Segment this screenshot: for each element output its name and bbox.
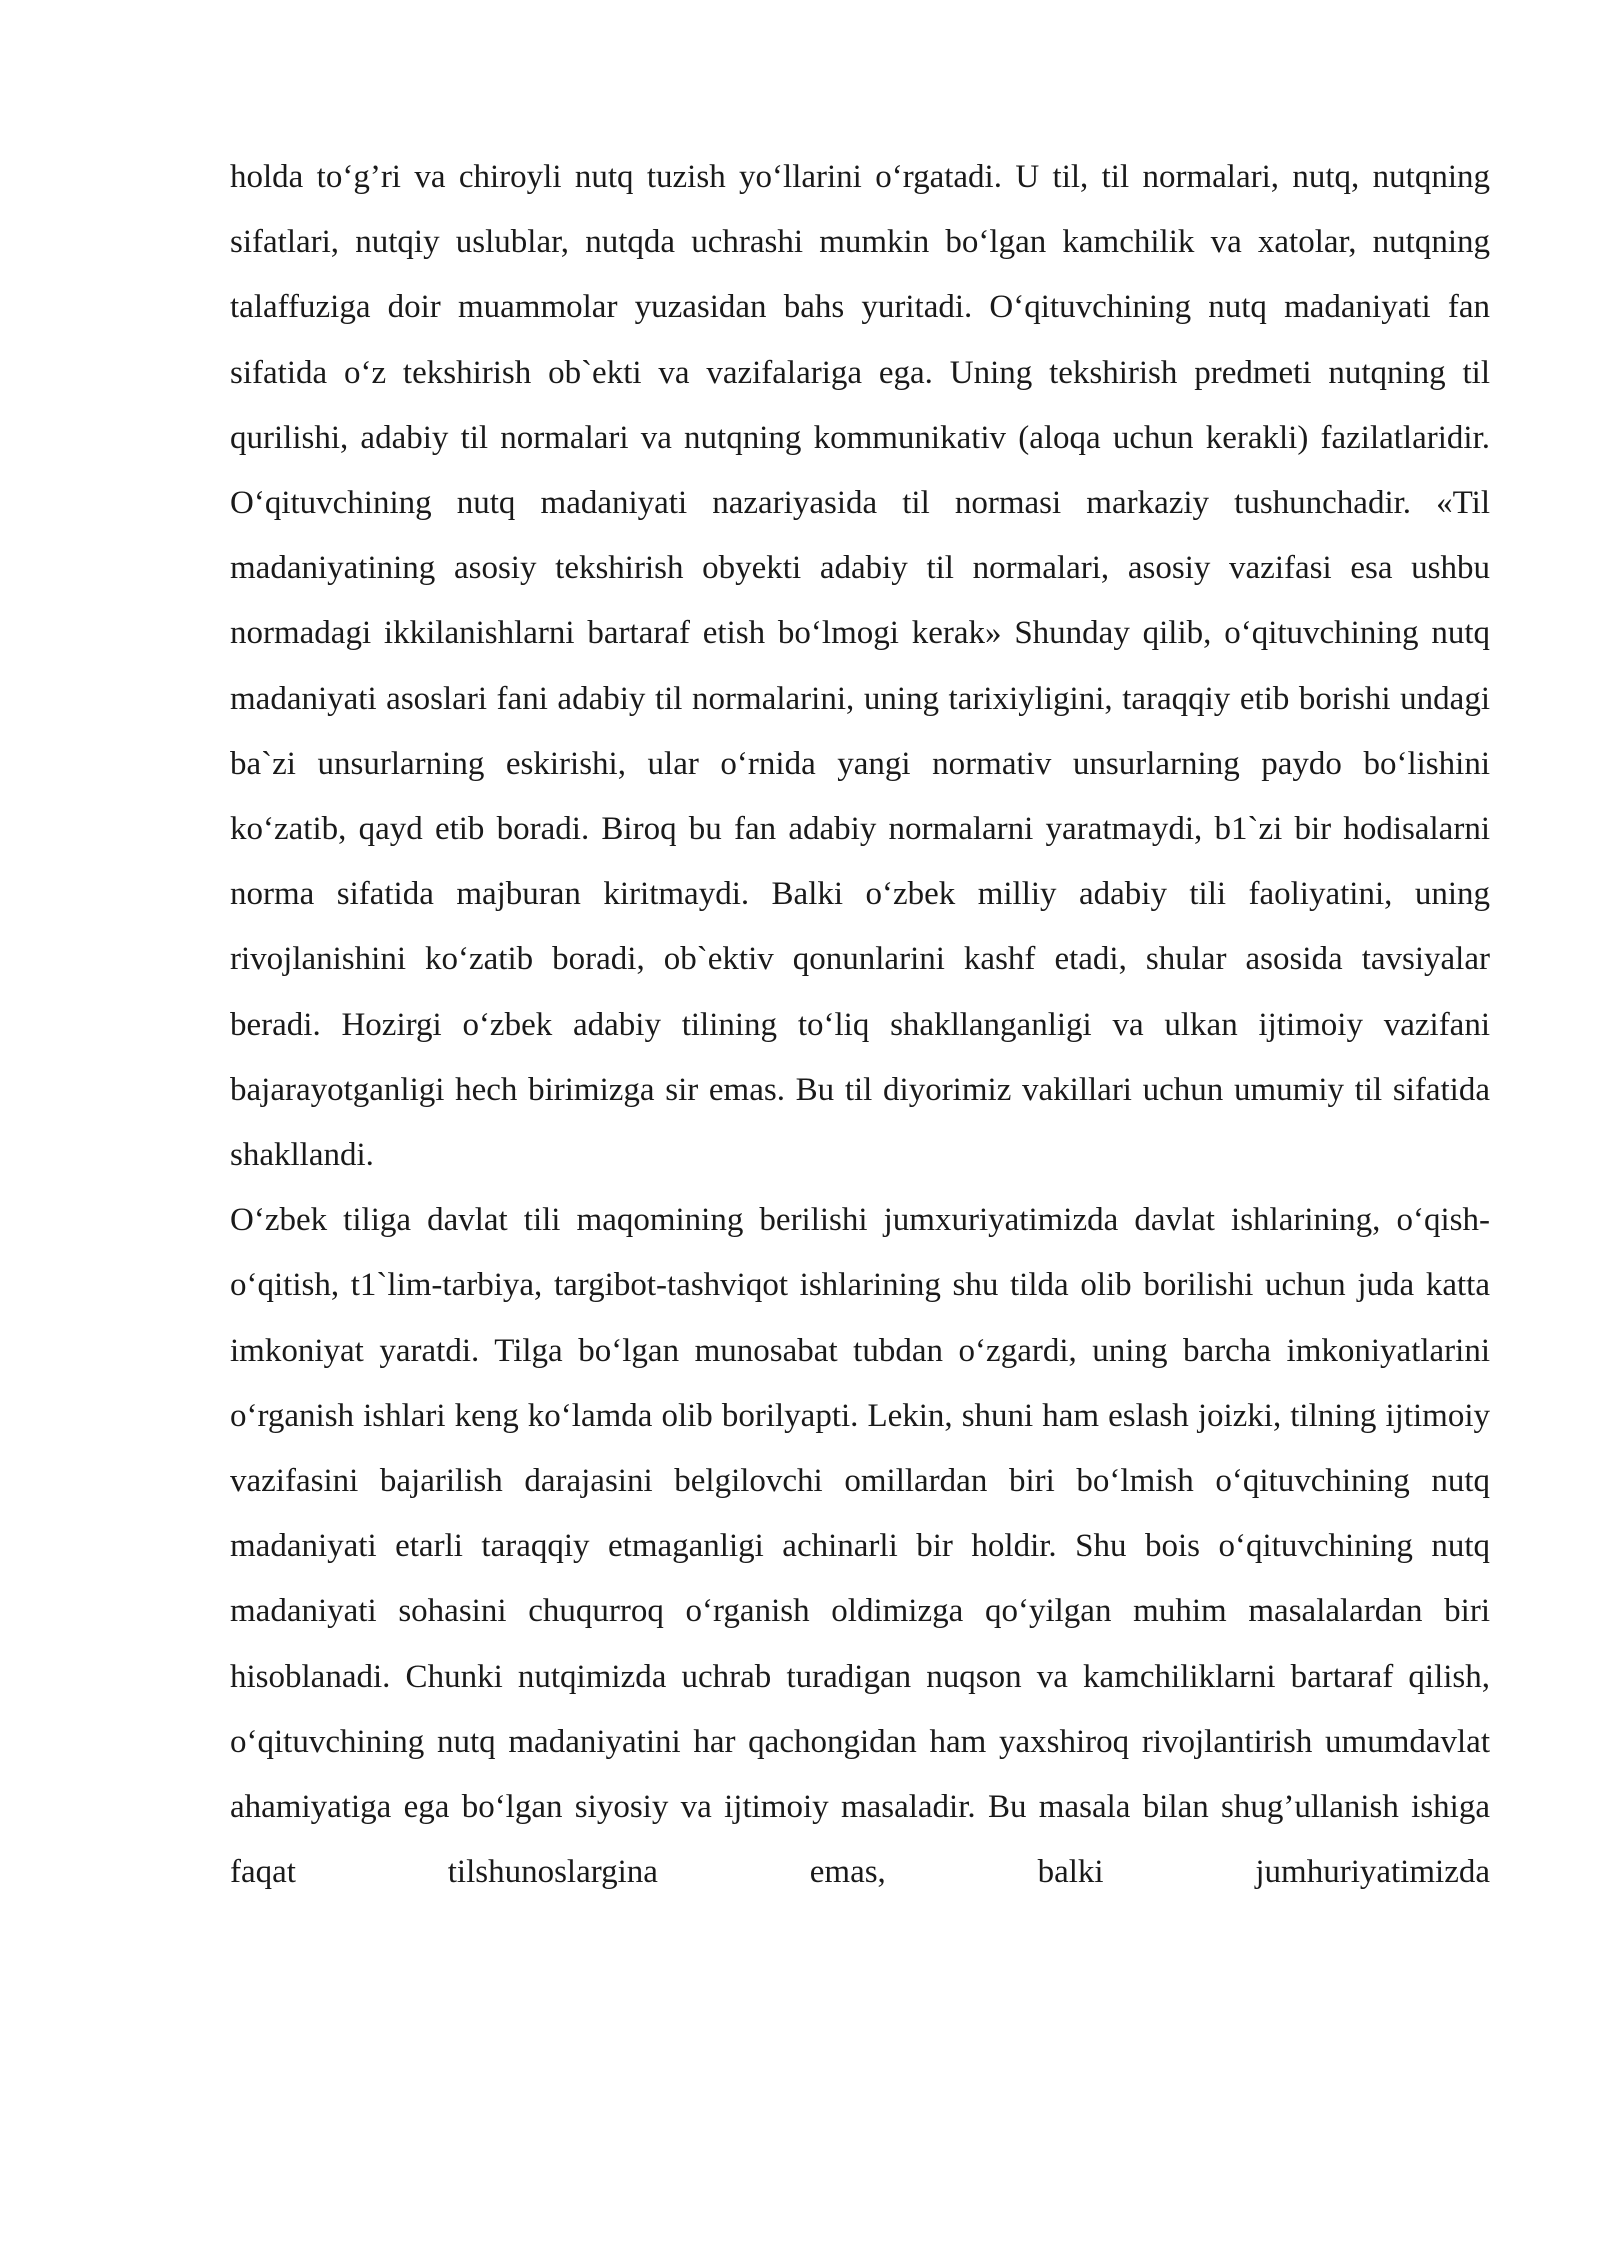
paragraph-1: holda to‘g’ri va chiroyli nutq tuzish yo‘llarini o‘rgatadi. U til, til normalari, nutq, nutqning sifatlari, nutqiy uslublar, nutqda uchrashi mumkin bo‘lgan kamchilik va xatolar, nutqning talaffuziga doir muammolar yuzasidan bahs yuritadi. O‘qituvchining nutq madaniyati fan sifatida o‘z tekshirish ob`ekti va vazifalariga ega. Uning tekshirish predmeti nutqning til qurilishi, adabiy til normalari va nutqning kommunikativ (aloqa uchun kerakli) fazilatlaridir. O‘qituvchining nutq madaniyati nazariyasida til normasi markaziy tushunchadir. «Til madaniyatining asosiy tekshirish obyekti adabiy til normalari, asosiy vazifasi esa ushbu normadagi ikkilanishlarni bartaraf etish bo‘lmogi kerak» Shunday qilib, o‘qituvchining nutq madaniyati asoslari fani adabiy til normalarini, uning tarixiyligini, taraqqiy etib borishi undagi ba`zi unsurlarning eskirishi, ular o‘rnida yangi normativ unsurlarning paydo bo‘lishini ko‘zatib, qayd etib boradi. Biroq bu fan adabiy normalarni yaratmaydi, b1`zi bir hodisalarni norma sifatida majburan kiritmaydi. Balki o‘zbek milliy adabiy tili faoliyatini, uning rivojlanishini ko‘zatib boradi, ob`ektiv qonunlarini kashf etadi, shular asosida tavsiyalar beradi. Hozirgi o‘zbek adabiy tilining to‘liq shakllanganligi va ulkan ijtimoiy vazifani bajarayotganligi hech birimizga sir emas. Bu til diyorimiz vakillari uchun umumiy til sifatida shakllandi. [230, 159, 1490, 1174]
paragraph-2: O‘zbek tiliga davlat tili maqomining berilishi jumxuriyatimizda davlat ishlarining, o‘qish-o‘qitish, t1`lim-tarbiya, targibot-tashviqot ishlarining shu tilda olib borilishi uchun juda katta imkoniyat yaratdi. Tilga bo‘lgan munosabat tubdan o‘zgardi, uning barcha imkoniyatlarini o‘rganish ishlari keng ko‘lamda olib borilyapti. Lekin, shuni ham eslash joizki, tilning ijtimoiy vazifasini bajarilish darajasini belgilovchi omillardan biri bo‘lmish o‘qituvchining nutq madaniyati etarli taraqqiy etmaganligi achinarli bir holdir. Shu bois o‘qituvchining nutq madaniyati sohasini chuqurroq o‘rganish oldimizga qo‘yilgan muhim masalalardan biri hisoblanadi. Chunki nutqimizda uchrab turadigan nuqson va kamchiliklarni bartaraf qilish, o‘qituvchining nutq madaniyatini har qachongidan ham yaxshiroq rivojlantirish umumdavlat ahamiyatiga ega bo‘lgan siyosiy va ijtimoiy masaladir. Bu masala bilan shug’ullanish ishiga faqat tilshunoslargina emas, balki jumhuriyatimizda [230, 1202, 1490, 1891]
body-text [230, 145, 1490, 1905]
